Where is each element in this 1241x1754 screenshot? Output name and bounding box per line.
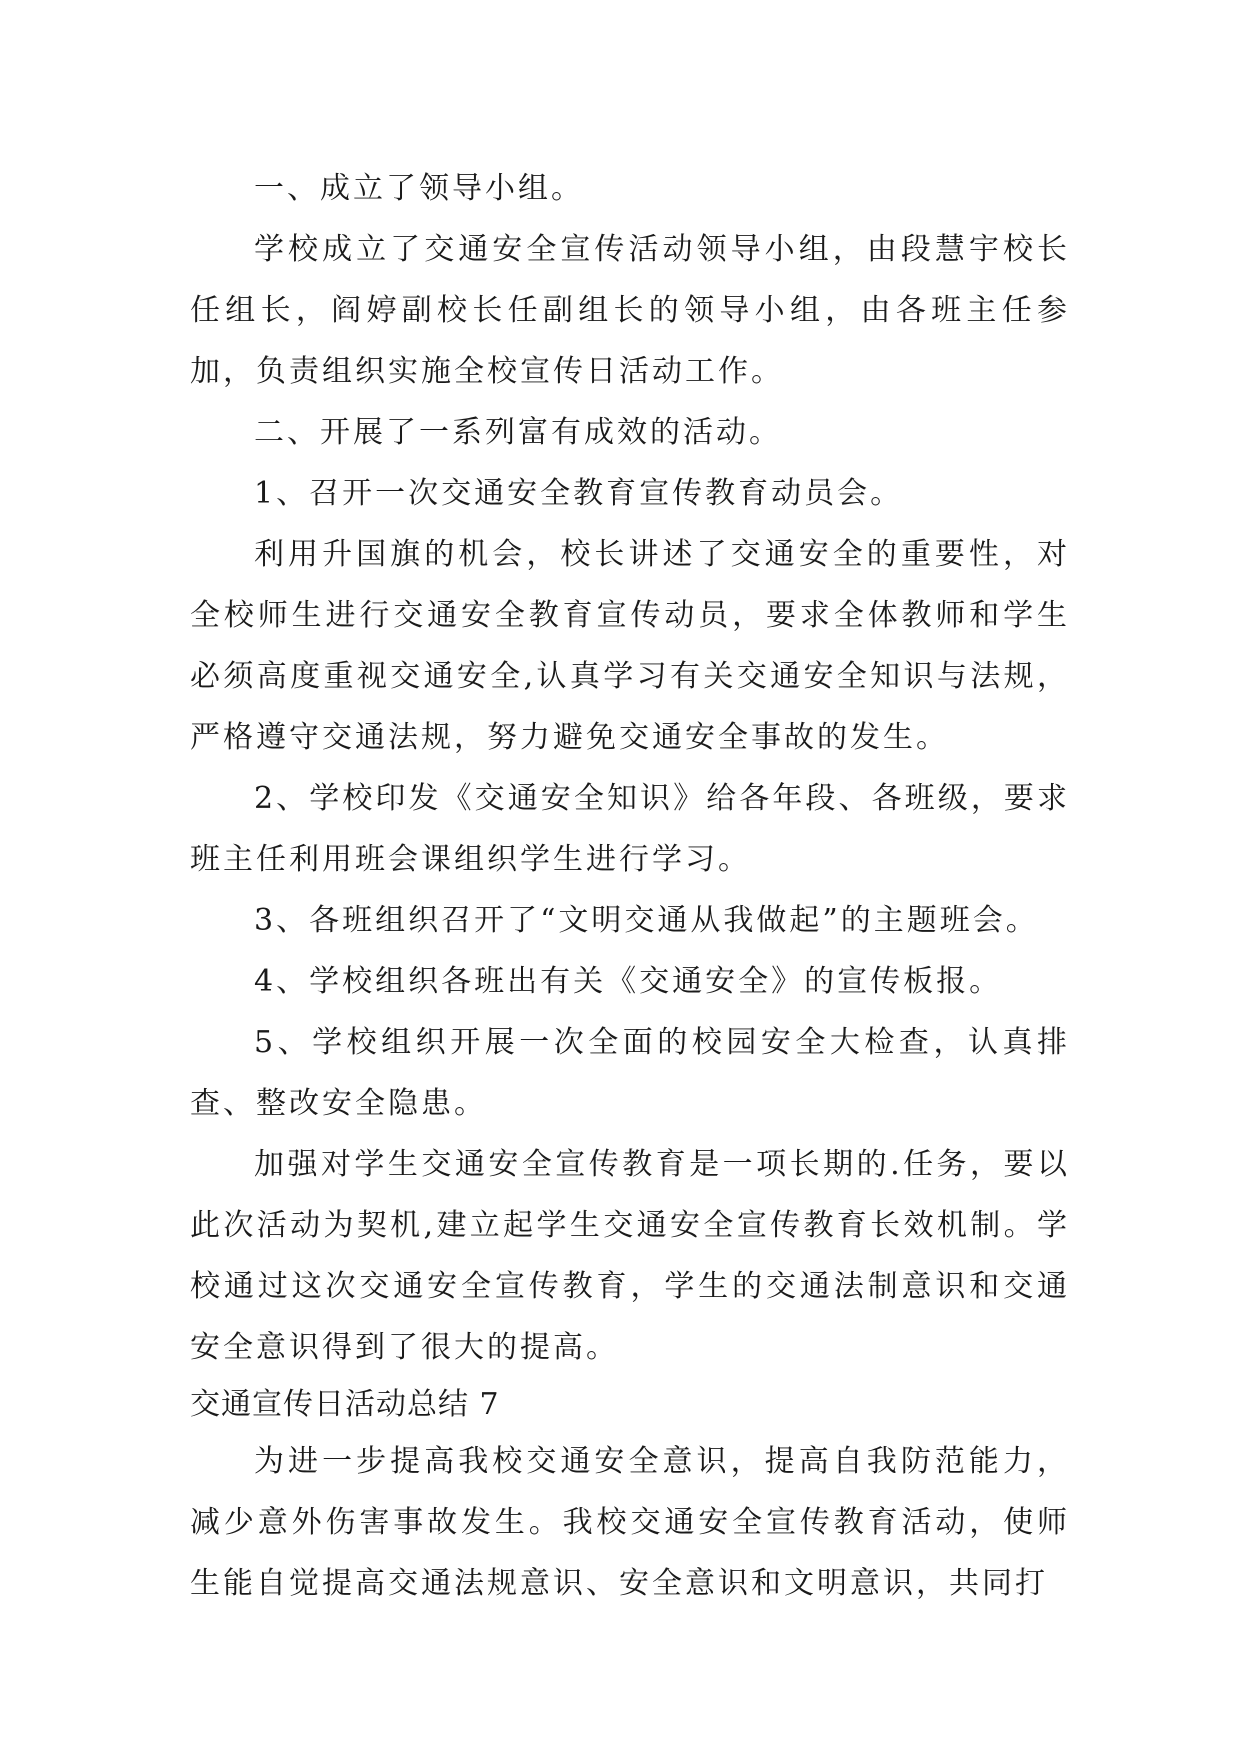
paragraph-section-7-intro: 为进一步提高我校交通安全意识，提高自我防范能力，减少意外伤害事故发生。我校交通安全宣传教育活动，使师生能自觉提高交通法规意识、安全意识和文明意识，共同打 [190, 1444, 1070, 1601]
list-item-3: 3、各班组织召开了“文明交通从我做起”的主题班会。 [254, 903, 1039, 938]
heading-leadership-group: 一、成立了领导小组。 [254, 171, 584, 206]
heading-activities: 二、开展了一系列富有成效的活动。 [254, 415, 782, 450]
paragraph-flag-raising: 利用升国旗的机会，校长讲述了交通安全的重要性，对全校师生进行交通安全教育宣传动员，要求全体教师和学生必须高度重视交通安全,认真学习有关交通安全知识与法规，严格遵守交通法规，努力避免交通安全事故的发生。 [190, 537, 1070, 755]
list-item-2: 2、学校印发《交通安全知识》给各年段、各班级，要求班主任利用班会课组织学生进行学习。 [190, 781, 1070, 877]
list-item-5: 5、学校组织开展一次全面的校园安全大检查，认真排查、整改安全隐患。 [190, 1025, 1070, 1121]
paragraph-leadership-detail: 学校成立了交通安全宣传活动领导小组，由段慧宇校长任组长，阎婷副校长任副组长的领导小组，由各班主任参加，负责组织实施全校宣传日活动工作。 [190, 232, 1070, 389]
section-title: 交通宣传日活动总结 7 [190, 1387, 500, 1422]
list-item-4: 4、学校组织各班出有关《交通安全》的宣传板报。 [254, 964, 1003, 999]
paragraph-conclusion: 加强对学生交通安全宣传教育是一项长期的.任务，要以此次活动为契机,建立起学生交通安全宣传教育长效机制。学校通过这次交通安全宣传教育，学生的交通法制意识和交通安全意识得到了很大的提高。 [190, 1147, 1070, 1365]
document-page [190, 158, 1070, 1614]
list-item-1: 1、召开一次交通安全教育宣传教育动员会。 [254, 476, 904, 511]
